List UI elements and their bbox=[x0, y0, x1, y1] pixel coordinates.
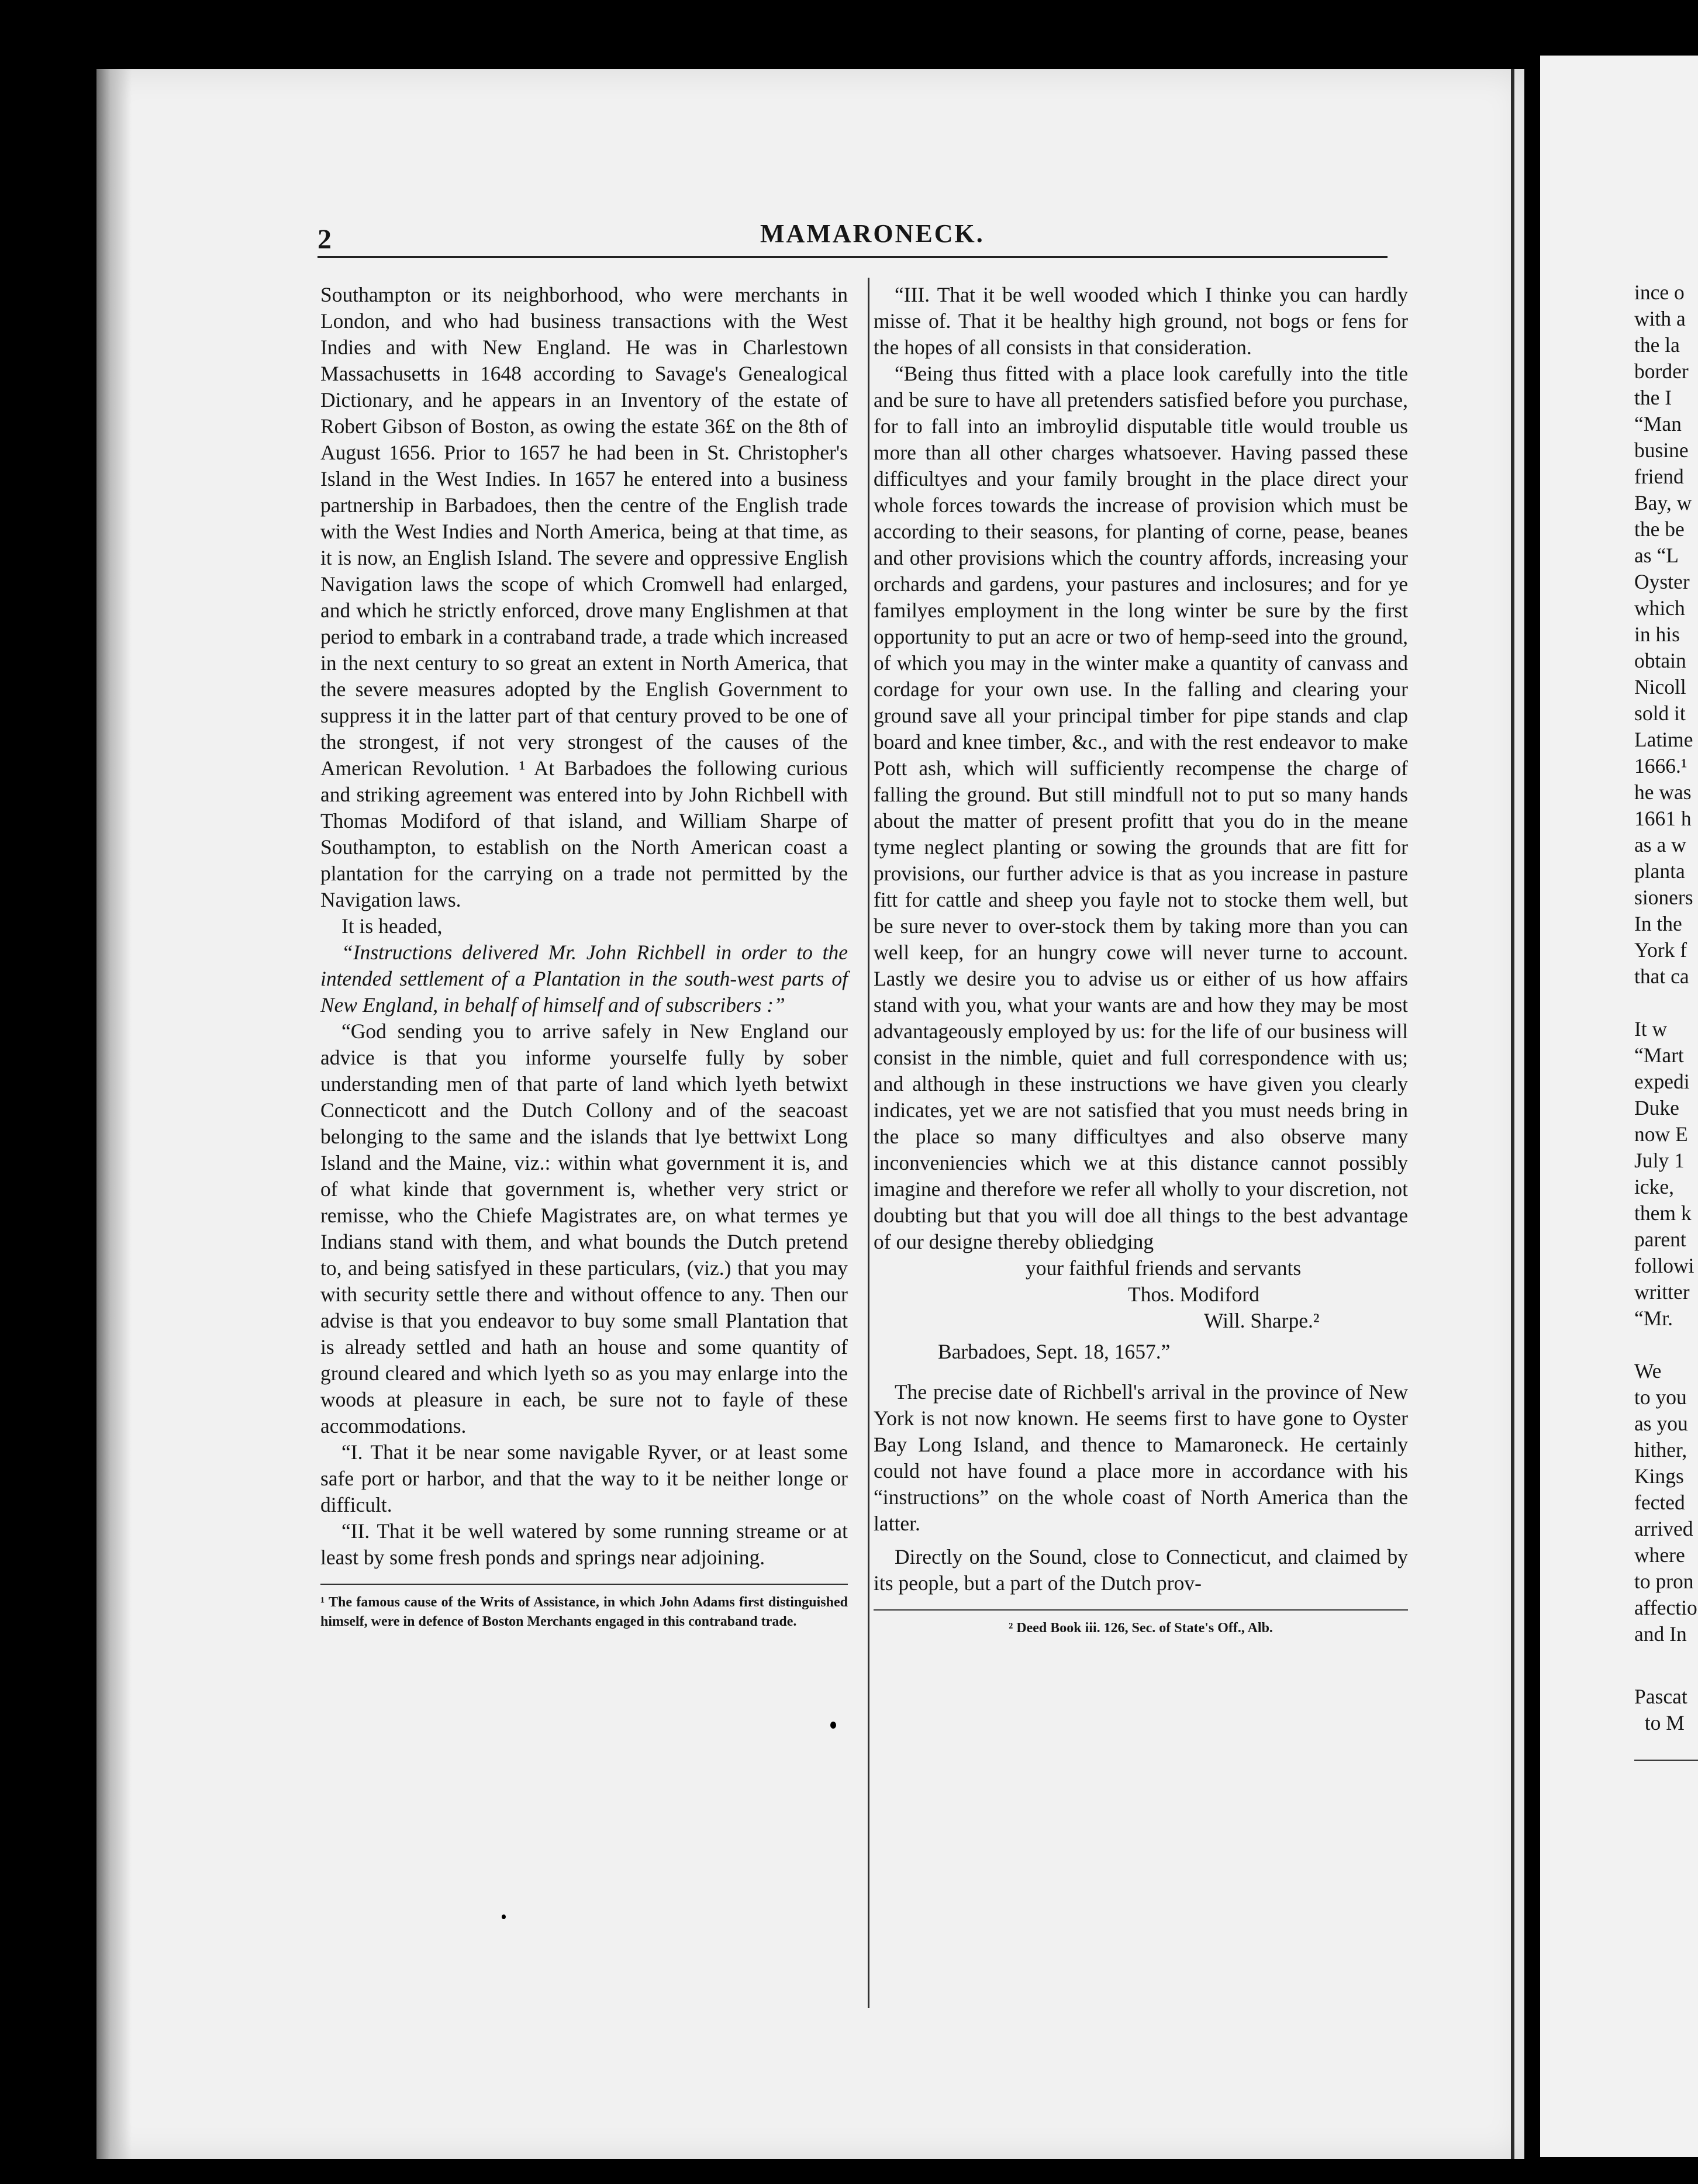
paragraph: “III. That it be well wooded which I thinke you can hardly misse of. That it be healthy high ground, not bogs or fens for the hopes of all consists in that consideration. bbox=[874, 283, 1408, 359]
right-column bbox=[874, 282, 1408, 1638]
page-binding-shadow bbox=[96, 69, 132, 2159]
paragraph: Southampton or its neighborhood, who were merchants in London, and who had business transactions with the West Indies and with New England. He was in Charlestown Massachusetts in 1648 according to Savage's Genealogical Dictionary, and he appears in an Inventory of the estate of Robert Gibson of Boston, as owing the estate 36£ on the 8th of August 1656. Prior to 1657 he had been in St. Christopher's Island in the West Indies. In 1657 he entered into a business partnership in Barbadoes, then the centre of the English trade with the West Indies and North America, being at that time, as it is now, an English Island. The severe and oppressive English Navigation laws the scope of which Cromwell had enlarged, and which he strictly enforced, drove many Englishmen at that period to embark in a contraband trade, a trade which increased in the next century to so great an extent in North America, that the severe measures adopted by the English Government to suppress it in the latter part of that century proved to be one of the strongest, if not very strongest of the causes of the American Revolution. ¹ At Barbadoes the following curious and striking agreement was entered into by John Richbell with Thomas Modiford of that island, and William Sharpe of Southampton, to establish on the North American coast a plantation for the carrying on a trade not permitted by the Navigation laws. bbox=[320, 283, 848, 911]
paragraph: “Being thus fitted with a place look carefully into the title and be sure to have all pretenders satisfied before you purchase, for to fall into an imbroylid disputable title would trouble us more than all other charges whatsoever. Having passed these difficultyes and your family brought in the place direct your whole forces towards the increase of provision which must be according to their seasons, for planting of corne, pease, beanes and other provisions which the country affords, increasing your orchards and gardens, your pastures and inclosures; and for ye familyes employment in the long winter be sure by the first opportunity to put an acre or two of hemp-seed into the ground, of which you may in the winter make a quantity of canvass and cordage for your own use. In the falling and clearing your ground save all your principal timber for pipe stands and clap board and knee timber, &c., and with the rest endeavor to make Pott ash, which will sufficiently recompense the charge of falling the ground. But still mindfull not to put so many hands about the matter of present profitt that you do in the meane tyme neglect planting or sowing the grounds that are fitt for provisions, our further advice is that as you increase in pasture fitt for cattle and sheep you fayle not to stocke them well, but be sure never to over-stock them by taking more than you can well keep, for an hungry cowe will never turne to account. Lastly we desire you to advise us or either of us how affairs stand with you, what your wants are and how they may be most advantageously employed by us: for the life of our business will consist in the nimble, quiet and full correspondence with us; and although in these instructions we have given you clearly indicates, yet we are not satisfied that you must needs bring in the place so many difficultyes and also observe many inconveniencies which we at this distance cannot possibly imagine and therefore we refer all wholly to your discretion, not doubting but that you will doe all things to the best advantage of our designe thereby obliedging bbox=[874, 362, 1408, 1253]
facing-page-text-bottom: Pascat to M bbox=[1634, 1685, 1687, 1734]
footnote-rule bbox=[874, 1609, 1408, 1611]
letter-date: Barbadoes, Sept. 18, 1657.” bbox=[938, 1340, 1171, 1363]
running-head: MAMARONECK. bbox=[760, 219, 985, 248]
signature-line: your faithful friends and servants bbox=[1026, 1256, 1302, 1280]
column-rule bbox=[868, 278, 869, 2008]
facing-page-rule bbox=[1634, 1760, 1698, 1761]
signature-name: Thos. Modiford bbox=[1128, 1283, 1259, 1306]
facing-page-text: ince o with a the la border the I “Man busine friend Bay, w the be as “L Oyster which in his obtain Nicoll sold it Latime 1666.¹ he was 1661 h as a w planta sioners In the York f that ca It w “Mart expedi Duke now E July 1 icke, them k parent followi writter “Mr. We to you as you hither, Kings fected arrived where to pron affectio and In bbox=[1634, 281, 1697, 1646]
paragraph: It is headed, bbox=[341, 914, 443, 938]
signature-name: Will. Sharpe.² bbox=[1204, 1309, 1320, 1332]
left-column bbox=[320, 282, 848, 1632]
footnote: ² Deed Book iii. 126, Sec. of State's Off., Alb. bbox=[1009, 1620, 1273, 1636]
ink-speck bbox=[830, 1722, 836, 1729]
footnote: ¹ The famous cause of the Writs of Assistance, in which John Adams first distinguished himself, were in defence of Boston Merchants engaged in this contraband trade. bbox=[320, 1595, 848, 1629]
gutter-divider bbox=[1511, 69, 1514, 2159]
paragraph: Directly on the Sound, close to Connecticut, and claimed by its people, but a part of the Dutch prov- bbox=[874, 1545, 1408, 1595]
header-rule bbox=[317, 256, 1388, 258]
instructions-heading: “Instructions delivered Mr. John Richbell in order to the intended settlement of a Plantation in the south-west parts of New England, in behalf of himself and of subscribers :” bbox=[320, 941, 848, 1017]
page-number: 2 bbox=[317, 224, 332, 255]
ink-speck bbox=[502, 1915, 506, 1919]
footnote-rule bbox=[320, 1584, 848, 1585]
paragraph: “God sending you to arrive safely in New England our advice is that you informe yourselfe fully by sober understanding men of that parte of land which lyeth betwixt Connecticott and the Dutch Collony and of the seacoast belonging to the same and the islands that lye bettwixt Long Island and the Maine, viz.: within what government it is, and of what kinde that government is, whether very strict or remisse, who the Chiefe Magistrates are, on what termes ye Indians stand with them, and what bounds the Dutch pretend to, and being satisfyed in these particulars, (viz.) that you may with security settle there and without offence to any. Then our advise is that you endeavor to buy some small Plantation that is already settled and hath an house and some quantity of ground cleared and which lyeth so as you may enlarge into the woods at pleasure in each, be sure not to fayle of these accommodations. bbox=[320, 1020, 848, 1437]
paragraph: The precise date of Richbell's arrival in the province of New York is not now known. He seems first to have gone to Oyster Bay Long Island, and thence to Mamaroneck. He certainly could not have found a place more in accordance with his “instructions” on the whole coast of North America than the latter. bbox=[874, 1380, 1408, 1535]
paragraph: “II. That it be well watered by some running streame or at least by some fresh ponds and springs near adjoining. bbox=[320, 1519, 848, 1569]
paragraph: “I. That it be near some navigable Ryver, or at least some safe port or harbor, and that the way to it be neither longe or difficult. bbox=[320, 1440, 848, 1516]
